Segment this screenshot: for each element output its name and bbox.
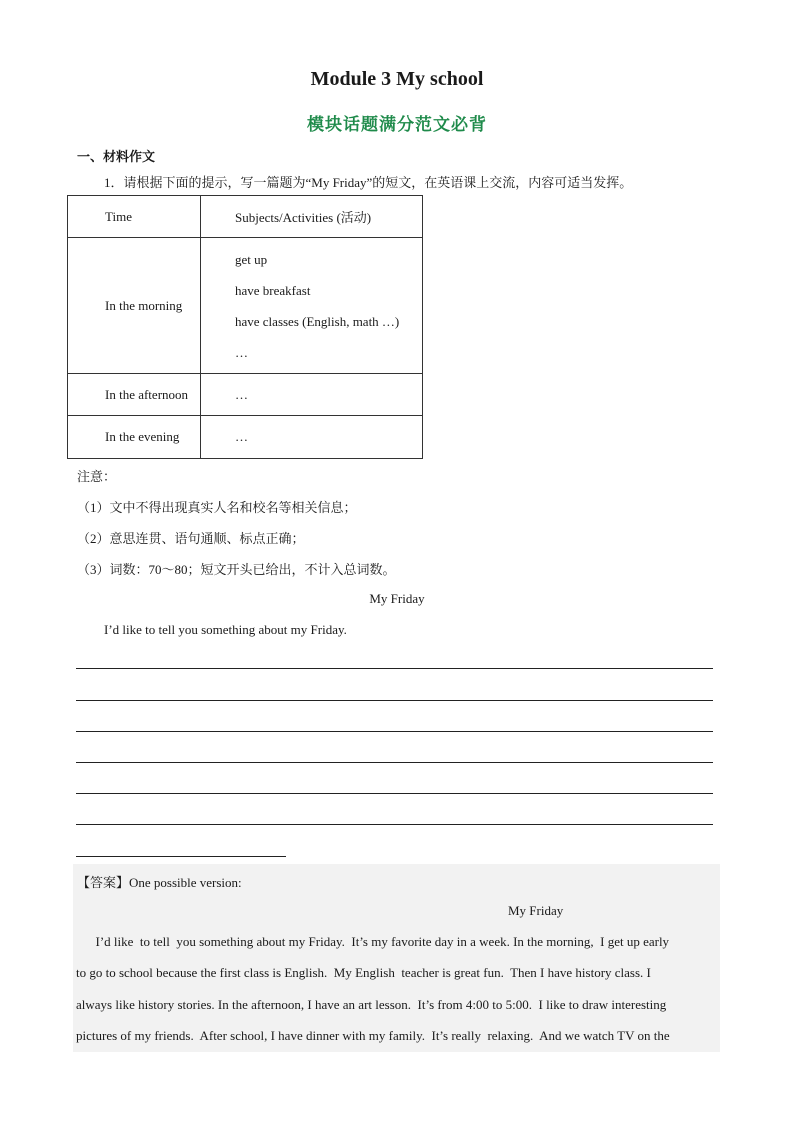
essay-title: My Friday <box>369 591 425 606</box>
plan-table <box>67 195 423 459</box>
writing-line <box>76 700 713 701</box>
answer-paragraph-line: pictures of my friends. After school, I have dinner with my family. It’s really relaxing. And we watch TV on the <box>76 1028 670 1043</box>
time-cell: In the morning <box>68 238 201 374</box>
table-header-activities: Subjects/Activities (活动) <box>201 196 423 238</box>
notes-label: 注意： <box>77 469 117 484</box>
activity-item: have classes (English, math …) <box>235 313 400 329</box>
question-text: 1．请根据下面的提示，写一篇题为“My Friday”的短文，在英语课上交流，内容可适当发挥。 <box>104 175 633 190</box>
activities-cell: … <box>201 374 423 416</box>
note-item: （2）意思连贯、语句通顺、标点正确； <box>77 531 305 546</box>
answer-paragraph-line: I’d like to tell you something about my Friday. It’s my favorite day in a week. In the morning, I get up early <box>76 934 670 949</box>
activity-item: get up <box>235 251 268 267</box>
essay-opening: I’d like to tell you something about my Friday. <box>104 622 347 637</box>
table-header-row <box>68 196 423 238</box>
answer-title: My Friday <box>508 903 564 918</box>
time-cell: In the afternoon <box>68 374 201 416</box>
note-item: （1）文中不得出现真实人名和校名等相关信息； <box>77 500 357 515</box>
answer-paragraph-line: always like history stories. In the afternoon, I have an art lesson. It’s from 4:00 to 5:00. I like to draw interesting <box>76 997 667 1012</box>
writing-line <box>76 824 713 825</box>
answer-box <box>73 864 720 1052</box>
table-row <box>68 238 423 374</box>
document-title: Module 3 My school <box>310 68 484 90</box>
table-row <box>68 416 423 459</box>
table-header-time: Time <box>68 196 201 238</box>
document-subtitle: 模块话题满分范文必背 <box>307 115 487 134</box>
note-item: （3）词数：70～80；短文开头已给出，不计入总词数。 <box>77 562 396 577</box>
writing-line <box>76 731 713 732</box>
writing-line <box>76 793 713 794</box>
activity-item: have breakfast <box>235 282 311 298</box>
activities-cell: … <box>201 416 423 459</box>
time-cell: In the evening <box>68 416 201 459</box>
answer-label: 【答案】One possible version: <box>77 875 242 890</box>
section-heading: 一、材料作文 <box>77 149 156 164</box>
writing-line <box>76 762 713 763</box>
table-row <box>68 374 423 416</box>
activities-cell <box>201 238 423 374</box>
activity-item: … <box>235 344 248 360</box>
writing-line <box>76 668 713 669</box>
divider-line <box>76 856 286 857</box>
answer-paragraph-line: to go to school because the first class is English. My English teacher is great fun. Then I have history class. I <box>76 965 651 980</box>
